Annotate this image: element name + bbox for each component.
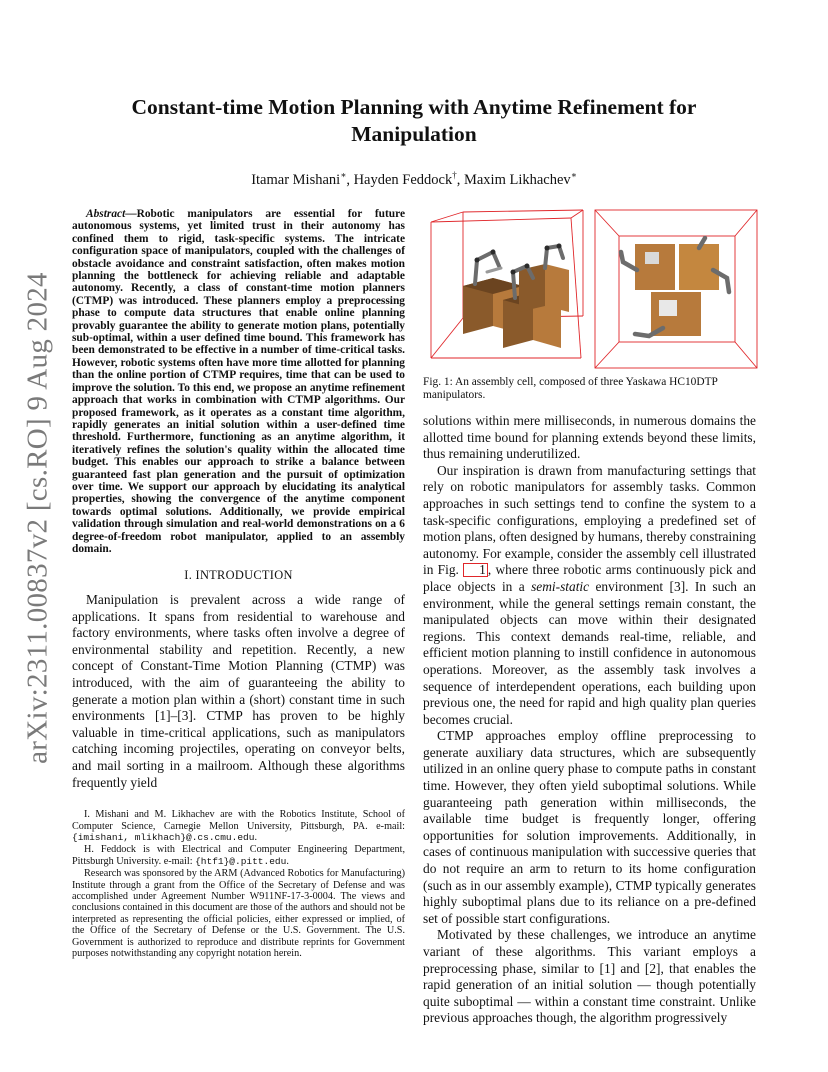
- affiliation-mark: ∗: [340, 170, 347, 180]
- abstract-text: Robotic manipulators are essential for future autonomous systems, yet limited trust in their autonomy has confined them to rigid, task-specific systems. The intricate configuration space of manipulators, coupled with the challenges of obstacle avoidance and constraint satisfaction, often makes motion planning the bottleneck for achieving reliable and adaptable autonomy. Recently, a class of constant-time motion planners (CTMP) was introduced. These planners employ a preprocessing phase to compute data structures that enable online planning provably guarantee the ability to generate motion plans, potentially sub-optimal, within a user defined time bound. This framework has been demonstrated to be effective in a number of time-critical tasks. However, robotic systems often have more time allotted for planning than the online portion of CTMP requires, time that can be used to improve the solution. To this end, we propose an anytime refinement approach that works in combination with CTMP algorithms. Our proposed framework, as it operates as a constant time algorithm, rapidly generates an initial solution within a user-defined time threshold. Furthermore, functioning as an anytime algorithm, it iteratively refines the solution's quality within the allocated time budget. This enables our approach to strike a balance between guaranteed fast plan generation and the pursuit of optimization over time. We support our approach by elucidating its analytical properties, showing the convergence of the anytime component towards optimal solutions. Additionally, we provide empirical validation through simulation and real-world demonstrations on a 6 degree-of-freedom robot manipulator, applied to an assembly domain.: [72, 208, 405, 555]
- footnote-end: .: [254, 831, 257, 843]
- footnote-affiliation-2: [72, 844, 405, 867]
- section-number: I.: [184, 568, 196, 583]
- emphasis-text: semi-static: [531, 578, 590, 594]
- left-column: [72, 208, 405, 960]
- paragraph-text: Our inspiration is drawn from manufacturing settings that rely on robotic manipulators for assembly tasks. Common approaches in such settings tend to confine the system to a task-specific configurations, employing a predefined set of motion plans, often designed by humans, thereby constraining autonomy. For example, consider the assembly cell illustrated in Fig.: [423, 462, 756, 578]
- email-link[interactable]: {htf1}@.pitt.edu: [195, 855, 287, 867]
- arxiv-stamp: [20, 272, 56, 764]
- intro-paragraph: Manipulation is prevalent across a wide range of applications. It spans from residential to warehouse and factory environments, where tasks often involve a degree of environmental stability and repetition. Recently, a new concept of Constant-Time Motion Planning (CTMP) was introduced, with the aim of guaranteeing the ability to generate a motion plan within a (short) constant time in such environments [1]–[3]. CTMP has proven to be highly valuable in time-critical applications, such as manipulators catching incoming projectiles, operating on conveyor belts, and mail sorting in a mailroom. Although these algorithms frequently yield: [72, 591, 405, 790]
- body-paragraph: Motivated by these challenges, we introduce an anytime variant of these algorithms. This variant employs a preprocessing phase, similar to [1] and [2], that enables the rapid generation of an initial solution — though potentially quite suboptimal — within a constant time constraint. Unlike previous approaches though, the algorithm progressively: [423, 927, 756, 1026]
- author-separator: ,: [456, 171, 464, 188]
- author-name: Maxim Likhachev: [463, 171, 571, 188]
- section-heading-introduction: [72, 567, 405, 584]
- footnote-end: .: [286, 855, 289, 867]
- paragraph-text: , where three robotic arms continuously pick and place objects in a: [423, 562, 756, 594]
- abstract-dash: —: [125, 208, 137, 220]
- figure-reference-link[interactable]: 1: [463, 563, 488, 577]
- footnote-affiliation-1: [72, 809, 405, 843]
- author-name: Hayden Feddock: [353, 171, 453, 188]
- top-view: [595, 210, 757, 368]
- body-paragraph: solutions within mere milliseconds, in numerous domains the allotted time bound for planning extends beyond these limits, thus remaining underutilized.: [423, 413, 756, 462]
- body-paragraph: CTMP approaches employ offline preprocessing to generate auxiliary data structures, which are subsequently utilized in an online query phase to compute paths in constant time. However, they often yield suboptimal solutions. While guaranteeing path generation within milliseconds, the available time budget is frequently longer, offering opportunities for solution improvements. Additionally, in cases of continuous manipulation with successive queries that do not require an arm to return to its home configuration (such as in our assembly example), CTMP typically generates highly suboptimal plans due to its reliance on a pre-defined set of possible start configurations.: [423, 728, 756, 926]
- abstract: [72, 208, 405, 555]
- section-title-rest: NTRODUCTION: [199, 568, 293, 583]
- footnotes: [72, 801, 405, 959]
- footnote-funding: Research was sponsored by the ARM (Advanced Robotics for Manufacturing) Institute through a grant from the Office of the Secretary of Defense and was accomplished under Agreement Number W911NF-17-3-0004. The views and conclusions contained in this document are those of the authors and should not be interpreted as representing the official policies, either expressed or implied, of the Office of the Secretary of Defense or the U.S. Government. The U.S. Government is authorized to reproduce and distribute reprints for Government purposes notwithstanding any copyright notation herein.: [72, 868, 406, 959]
- affiliation-mark: ∗: [570, 170, 577, 180]
- author-name: Itamar Mishani: [251, 171, 341, 188]
- footnote-text: H. Feddock is with Electrical and Computer Engineering Department, Pittsburgh University. e-mail:: [72, 844, 405, 867]
- top-view-tables: [635, 244, 719, 336]
- arxiv-stamp-text: arXiv:2311.00837v2 [cs.RO] 9 Aug 2024: [21, 272, 54, 764]
- right-column: [423, 413, 756, 1027]
- work-tables: [463, 264, 569, 348]
- body-paragraph: [423, 463, 756, 729]
- paper-title: Constant-time Motion Planning with Anytime Refinement for Manipulation: [131, 95, 697, 146]
- affiliation-mark: †: [452, 170, 457, 180]
- author-separator: ,: [346, 171, 354, 188]
- paragraph-text: environment [3]. In such an environment, while the general settings remain constant, the manipulated objects can move within their designated regions. This context demands real-time, reliable, and efficient motion planning to instill confidence in autonomous operations. Moreover, as the assembly task involves a sequence of interdependent operations, each building upon previous one, the need for rapid and high quality plan queries becomes crucial.: [423, 578, 756, 727]
- footnote-text: I. Mishani and M. Likhachev are with the Robotics Institute, School of Computer Science, Carnegie Mellon University, Pittsburgh, PA. e-mail:: [72, 809, 405, 832]
- figure-caption: Fig. 1: An assembly cell, composed of three Yaskawa HC10DTP manipulators.: [423, 376, 718, 401]
- assembly-cell-illustration: [423, 208, 763, 373]
- email-link[interactable]: {imishani, mlikhach}@.cs.cmu.edu: [72, 831, 255, 843]
- abstract-label: Abstract: [86, 208, 126, 220]
- section-initial: I: [195, 568, 200, 583]
- author-line: [90, 170, 738, 189]
- figure-assembly-cell: [423, 208, 763, 373]
